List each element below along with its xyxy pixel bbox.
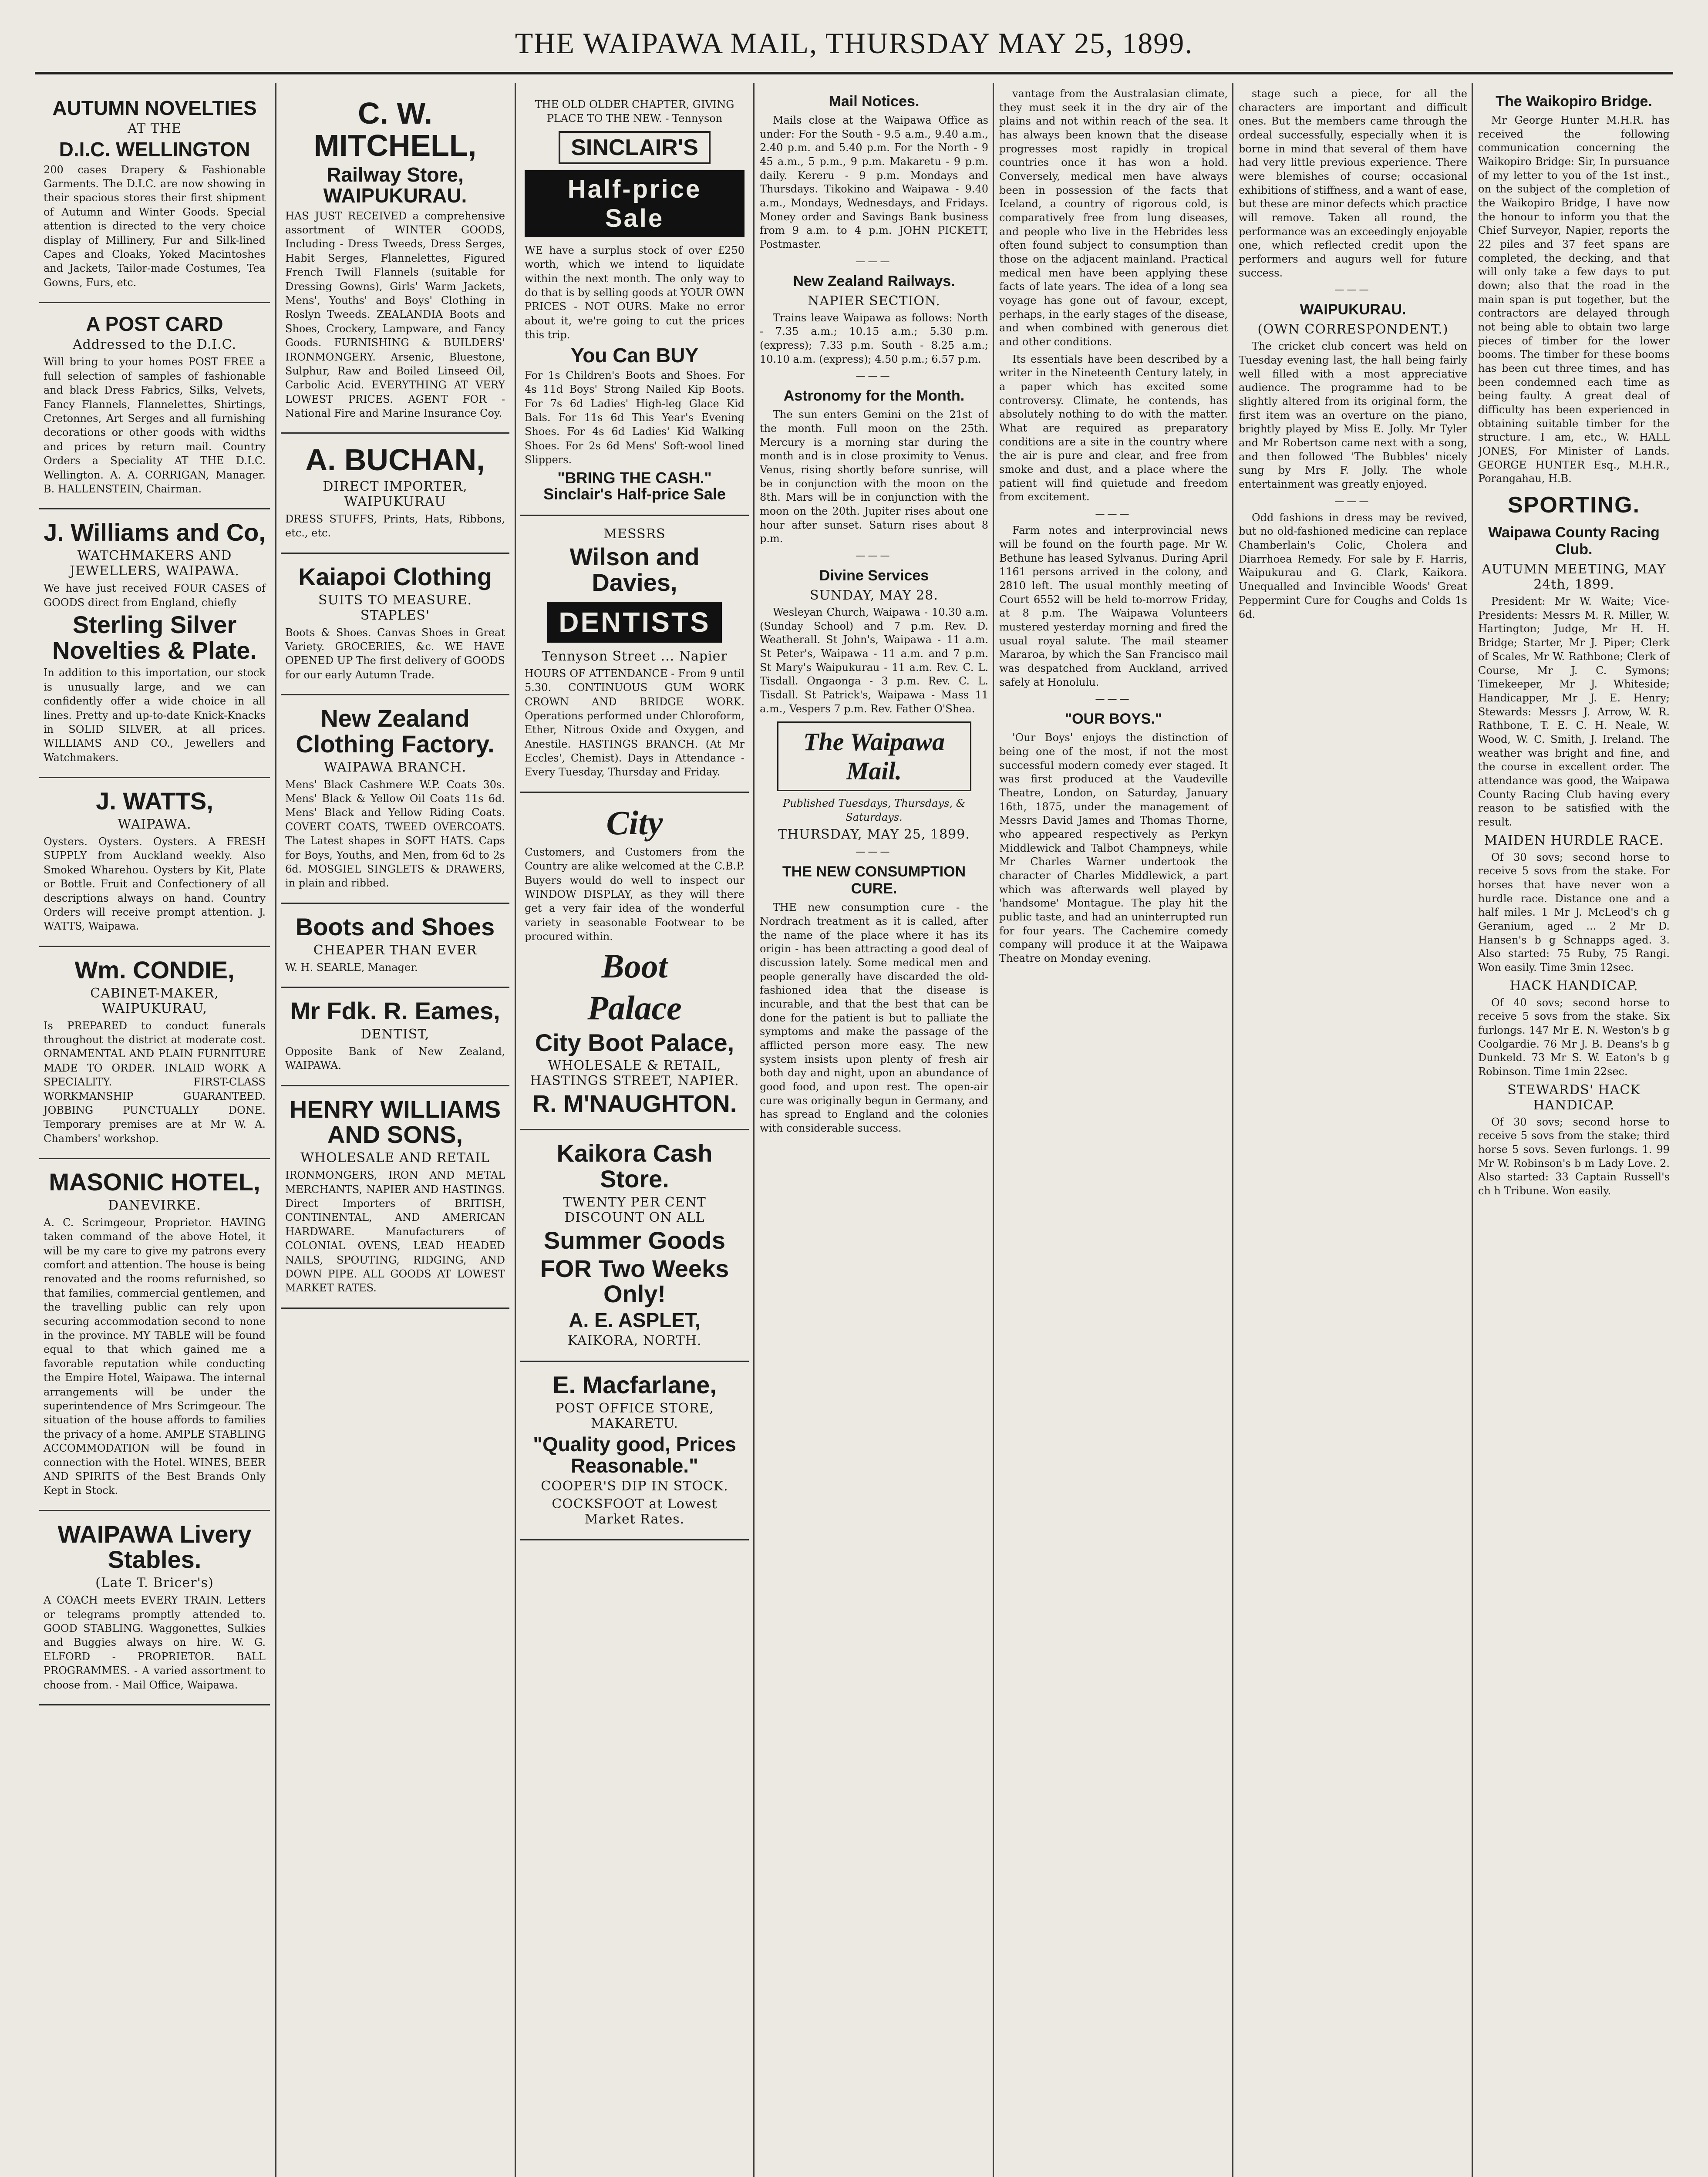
ad-heading: J. WATTS, (96, 787, 213, 815)
ad-body: Boots & Shoes. Canvas Shoes in Great Variety. GROCERIES, &c. WE HAVE OPENED UP The first delivery of GOODS for our early Autumn Trade. (285, 626, 505, 681)
ad-banner: Half-price Sale (525, 170, 745, 237)
article-paragraph: Mails close at the Waipawa Office as under: For the South - 9.5 a.m., 9.40 a.m., 2.40 p.m. and 5.40 p.m. For the North - 9 45 a.m., 5 p.m., 9 p.m. Makaretu - 9 p.m. daily. Kereru - 9 p.m. Mondays and Thursdays. Tikokino and Waipawa - 9.40 a.m., Mondays, Wednesdays, and Fridays. Money order and Savings Bank business from 9 a.m. to 4 p.m. JOHN PICKETT, Postmaster. (760, 114, 988, 251)
column-6 (1239, 87, 1467, 2177)
ad-display-word: Boot (601, 947, 668, 985)
article-paragraph: Odd fashions in dress may be revived, but no old-fashioned medicine can replace Chamberlain's Colic, Cholera and Diarrhoea Remedy. For sale by F. Harris, Waipukurau and G. Clark, Kaikora. Unequalled and Invincible Woods' Great Peppermint Cure for Coughs and Colds 1s 6d. (1239, 511, 1467, 620)
ad-body: Is PREPARED to conduct funerals throughout the district at moderate cost. ORNAMENTAL AND PLAIN FURNITURE MADE TO ORDER. INLAID WORK A SPECIALITY. FIRST-CLASS WORKMANSHIP GUARANTEED. JOBBING PUNCTUALLY DONE. Temporary premises are at Mr W. A. Chambers' workshop. (44, 1019, 266, 1145)
section-subheading: NAPIER SECTION. (808, 293, 940, 309)
article-paragraph: Its essentials have been described by a writer in the Nineteenth Century lately, in a paper which has excited some controversy. Climate, he contends, has absolutely nothing to do with the matter. What are required as preparatory conditions are a site in the country where the air is pure and clear, and free from smoke and dust, and a place where the patient will find quietude and freedom from excitement. (999, 353, 1228, 503)
column-divider (1232, 83, 1233, 2177)
ad-heading: D.I.C. WELLINGTON (59, 138, 250, 161)
section-subheading: Waipawa County Racing Club. (1488, 524, 1660, 558)
article-title: The Waikopiro Bridge. (1496, 93, 1652, 110)
ad-subheading: AT THE (128, 121, 182, 137)
ad-subheading: WHOLESALE & RETAIL, HASTINGS STREET, NAPIER. (530, 1058, 739, 1089)
ad-subheading: MESSRS (603, 526, 666, 542)
separator: ——— (856, 846, 893, 858)
ad-body: 200 cases Drapery & Fashionable Garments. The D.I.C. are now showing in their spacious stores their first shipment of Autumn and Winter Goods. Special attention is directed to the very choice display of Millinery, Fur and Silk-lined Capes and Cloaks, Yoked Macintoshes and Jackets, Tailor-made Costumes, Tea Gowns, Furs, etc. (44, 163, 266, 289)
ad-subheading: WATCHMAKERS AND JEWELLERS, WAIPAWA. (70, 548, 239, 579)
ad-body: For 1s Children's Boots and Shoes. For 4s 11d Boys' Strong Nailed Kip Boots. For 7s 6d Ladies' High-leg Glace Kid Bals. For 11s 6d This Year's Evening Shoes. For 4s 6d Ladies' Kid Walking Shoes. For 2s 6d Mens' Soft-wool lined Slippers. (525, 369, 745, 466)
section-heading: SPORTING. (1507, 492, 1641, 518)
column-3 (520, 87, 749, 2177)
ad-body: We have just received FOUR CASES of GOODS direct from England, chiefly (44, 582, 266, 609)
ad-subheading: WAIPAWA BRANCH. (323, 759, 467, 775)
advertisement-watts (39, 778, 270, 947)
advertisement-buchan (281, 434, 509, 553)
ad-subheading: Railway Store, WAIPUKURAU. (323, 163, 467, 207)
column-7 (1478, 87, 1670, 2177)
race-heading: HACK HANDICAP. (1509, 978, 1638, 994)
ad-heading: Boots and Shoes (295, 913, 495, 940)
ad-heading: A. BUCHAN, (305, 443, 485, 477)
article-paragraph: Wesleyan Church, Waipawa - 10.30 a.m. (Sunday School) and 7 p.m. Rev. D. Weatherall. St John's, Waipawa - 11 a.m. St Peter's, Waipawa - 11 a.m. and 7 p.m. St Mary's Waipukurau - 11 a.m. Rev. C. L. Tisdall. Ongaonga - 3 p.m. Rev. C. L. Tisdall. St Patrick's, Waipawa - Mass 11 a.m., Vespers 7 p.m. Rev. Father O'Shea. (760, 606, 988, 715)
ad-heading: Summer Goods (544, 1226, 725, 1254)
ad-heading: MASONIC HOTEL, (49, 1168, 260, 1196)
column-divider (515, 83, 516, 2177)
ad-heading: C. W. MITCHELL, (313, 96, 477, 162)
ad-heading: A POST CARD (86, 313, 223, 336)
separator: ——— (1334, 495, 1371, 507)
ad-heading: J. Williams and Co, (44, 519, 266, 546)
ad-body: A COACH meets EVERY TRAIN. Letters or telegrams promptly attended to. GOOD STABLING. Waggonettes, Sulkies and Buggies always on hire. W. G. ELFORD - PROPRIETOR. BALL PROGRAMMES. - A varied assortment to choose from. - Mail Office, Waipawa. (44, 1594, 266, 1691)
advertisement-kaikora (520, 1130, 749, 1362)
ad-banner: DENTISTS (547, 602, 721, 643)
article-paragraph: Farm notes and interprovincial news will be found on the fourth page. Mr W. Bethune has leased Sylvanus. During April 1161 persons arrived in the colony, and 2810 left. The usual monthly meeting of Court 6552 will be held to-morrow Friday, at 8 p.m. The Waipawa Volunteers mustered yesterday morning and fired the usual royal salute. The mail steamer Mararoa, by which the San Francisco mail was despatched from Auckland, arrived safely at Honolulu. (999, 524, 1228, 688)
ad-display-word: City (606, 803, 663, 842)
ad-subheading: DENTIST, (360, 1026, 430, 1042)
separator: ——— (856, 256, 893, 267)
advertisement-henry-williams (281, 1086, 509, 1309)
column-divider (1472, 83, 1473, 2177)
column-2 (281, 87, 509, 2177)
advertisement-city-boot-palace (520, 793, 749, 1130)
ad-heading: Wm. CONDIE, (74, 956, 235, 984)
ad-body: Customers, and Customers from the Country are alike welcomed at the C.B.P. Buyers would do well to inspect our WINDOW DISPLAY, as they will there get a very fair idea of the wonderful variety in seasonable Footwear to be procured within. (525, 846, 745, 943)
column-divider (993, 83, 994, 2177)
advertisement-post-card (39, 303, 270, 509)
column-5 (999, 87, 1228, 2177)
separator: ——— (1334, 284, 1371, 296)
ad-heading: New Zealand Clothing Factory. (296, 704, 495, 758)
article-paragraph: President: Mr W. Waite; Vice-Presidents: Messrs M. R. Miller, W. Hartington; Judge, Mr H. H. Bridge; Starter, Mr J. Piper; Clerk of Scales, Mr W. Rathbone; Clerk of Course, Mr J. C. Symons; Timekeeper, Mr J. Whiteside; Handicapper, Mr J. E. Henry; Stewards: Messrs J. Arrow, W. R. Rathbone, T. E. C. H. Neale, W. Wood, W. C. Smith, J. Ireland. The weather was bright and fine, and the course in excellent order. The attendance was good, the Waipawa County Racing Club having every reason to be satisfied with the result. (1478, 595, 1670, 828)
advertisement-searle (281, 904, 509, 988)
ad-heading: SINCLAIR'S (559, 131, 711, 164)
ad-heading: AUTUMN NOVELTIES (52, 97, 257, 119)
ad-body: Opposite Bank of New Zealand, WAIPAWA. (285, 1045, 505, 1072)
advertisement-wilson-davies (520, 516, 749, 793)
race-heading: STEWARDS' HACK HANDICAP. (1507, 1082, 1641, 1113)
ad-display-word: Palace (587, 988, 682, 1027)
ad-quote: THE OLD OLDER CHAPTER, GIVING PLACE TO THE NEW. - Tennyson (535, 98, 734, 125)
ad-subheading: POST OFFICE STORE, MAKARETU. (555, 1401, 714, 1432)
ad-subheading: COCKSFOOT at Lowest Market Rates. (552, 1496, 718, 1527)
ad-heading: A. E. ASPLET, (569, 1309, 701, 1332)
ad-body: Mens' Black Cashmere W.P. Coats 30s. Mens' Black & Yellow Oil Coats 11s 6d. Mens' Black and Yellow Riding Coats. COVERT COATS, TWEED OVERCOATS. The Latest shapes in SOFT HATS. Caps for Boys, Youths, and Men, from 6d to 2s 6d. MOSGIEL SINGLETS & DRAWERS, in plain and ribbed. (285, 778, 505, 890)
logo-subtitle: Published Tuesdays, Thursdays, & Saturdays. (783, 797, 965, 823)
separator: ——— (856, 371, 893, 382)
column-divider (275, 83, 276, 2177)
advertisement-eames (281, 988, 509, 1086)
ad-heading: HENRY WILLIAMS AND SONS, (289, 1095, 501, 1149)
section-subheading: SUNDAY, MAY 28. (810, 588, 938, 603)
advertisement-williams (39, 509, 270, 778)
masthead: THE WAIPAWA MAIL, THURSDAY MAY 25, 1899. (515, 27, 1193, 60)
ad-heading: Kaiapoi Clothing (298, 563, 492, 590)
ad-tagline: "BRING THE CASH." Sinclair's Half-price Sale (543, 468, 726, 503)
ad-subheading: Tennyson Street ... Napier (542, 648, 728, 664)
ad-heading: FOR Two Weeks Only! (540, 1254, 729, 1308)
article-paragraph: Of 30 sovs; second horse to receive 5 sovs from the stake. For horses that have never won a hurdle race. Distance one and a half miles. 1 Mr J. McLeod's ch g Geranium, aged ... 2 Mr D. Hansen's b g Schnapps aged. 3. Also started: 75 Ruby, 75 Rangi. Won easily. Time 3min 12sec. (1478, 851, 1670, 974)
column-4 (760, 87, 988, 2177)
section-heading: Mail Notices. (829, 93, 920, 110)
ad-body: Oysters. Oysters. Oysters. A FRESH SUPPLY from Auckland weekly. Also Smoked Wharehou. Oysters by Kit, Plate or Bottle. Fruit and Confectionery of all descriptions always on hand. Country Orders will receive prompt attention. J. WATTS, Waipawa. (44, 836, 266, 933)
ad-body: W. H. SEARLE, Manager. (285, 961, 418, 974)
ad-subheading: WHOLESALE AND RETAIL (300, 1150, 490, 1166)
advertisement-kaiapoi (281, 554, 509, 695)
article-paragraph: 'Our Boys' enjoys the distinction of being one of the most, if not the most successful modern comedy ever staged. It was first produced at the Vaudeville Theatre, London, on Saturday, January 16th, 1875, under the management of Messrs David James and Thomas Thorne, who appeared respectively as Perkyn Middlewick and Talbot Champneys, while Mr Charles Warner undertook the character of Charles Middlewick, a part which was afterwards well played by 'handsome' Montague. The play hit the public taste, and had an uninterrupted run for four years. The Cachemire comedy company will produce it at the Waipawa Theatre on Monday evening. (999, 731, 1228, 964)
ad-body: A. C. Scrimgeour, Proprietor. HAVING taken command of the above Hotel, it will be my care to give my patrons every comfort and attention. The house is being renovated and the rooms refurnished, so that families, commercial gentlemen, and the travelling public can rely upon securing accommodation second to none in the province. MY TABLE will be found equal to that which gained me a favorable reputation while conducting the Empire Hotel, Waipawa. The internal arrangements will be under the superintendence of Mrs Scrimgeour. The situation of the house affords to families the privacy of a home. AMPLE STABLING ACCOMMODATION will be found in connection with the Hotel. WINES, BEER AND SPIRITS of the Best Brands Only Kept in Stock. (44, 1216, 266, 1497)
article-title: THE NEW CONSUMPTION CURE. (782, 863, 966, 897)
ad-subheading: TWENTY PER CENT DISCOUNT ON ALL (563, 1194, 706, 1225)
ad-subheading: DANEVIRKE. (108, 1197, 201, 1213)
ad-subheading: WAIPAWA. (118, 817, 192, 832)
ad-subheading: CHEAPER THAN EVER (313, 942, 477, 958)
ad-body: DRESS STUFFS, Prints, Hats, Ribbons, etc., etc. (285, 512, 505, 539)
ad-body: HAS JUST RECEIVED a comprehensive assortment of WINTER GOODS, Including - Dress Tweeds, Dress Serges, Habit Serges, Flannelettes, Figured French Twill Flannels (suitable for Dressing Gowns), Girls' Warm Jackets, Mens', Youths' and Boys' Clothing in Roslyn Tweeds. ZEALANDIA Boots and Shoes, Crockery, Lampware, and Fancy Goods. FURNISHING & BUILDERS' IRONMONGERY. Arsenic, Bluestone, Sulphur, Raw and Boiled Linseed Oil, Carbolic Acid. EVERYTHING AT VERY LOWEST PRICES. AGENT FOR - National Fire and Marine Insurance Coy. (285, 209, 505, 420)
article-paragraph: Mr George Hunter M.H.R. has received the following communication concerning the Waikopiro Bridge: Sir, In pursuance of my letter to you of the 1st inst., on the subject of the completion of the Waikopiro Bridge, I have now the honour to inform you that the Chief Surveyor, Napier, reports the 22 piles and 37 feet spans are completed, the decking, and that will only take a few days to put down; also that the road in the main span is put together, but the contractors are delayed through not being able to obtain two large pieces of timber for the lower booms. The timber for these booms has been cut three times, and has been condemned each time as being faulty. A great deal of difficulty has been experienced in obtaining suitable timber for the structure. I am, etc., W. HALL JONES, For Minister of Lands. GEORGE HUNTER Esq., M.H.R., Porangahau, H.B. (1478, 114, 1670, 485)
article-paragraph: The cricket club concert was held on Tuesday evening last, the hall being fairly well filled with a most appreciative audience. The programme had to be slightly altered from its original form, the first item was an overture on the piano, brightly played by Miss E. Jolly. Mr Tyler and Mr Robertson came next with a song, and then followed 'The Bubbles' nicely sung by Mrs F. Jolly. The whole entertainment was greatly enjoyed. (1239, 340, 1467, 491)
advertisement-masonic-hotel (39, 1159, 270, 1511)
issue-date: THURSDAY, MAY 25, 1899. (778, 827, 970, 842)
separator: ——— (856, 550, 893, 562)
column-divider (753, 83, 755, 2177)
ad-tagline: "Quality good, Prices Reasonable." (533, 1433, 736, 1477)
section-heading: New Zealand Railways. (793, 273, 955, 290)
event-date: AUTUMN MEETING, MAY 24th, 1899. (1482, 562, 1666, 593)
article-title: "OUR BOYS." (1065, 711, 1162, 728)
ad-heading: Kaikora Cash Store. (556, 1139, 713, 1193)
ad-subheading: KAIKORA, NORTH. (567, 1333, 702, 1349)
ad-body: IRONMONGERS, IRON AND METAL MERCHANTS, NAPIER AND HASTINGS. Direct Importers of BRITISH, CONTINENTAL, AND AMERICAN HARDWARE. Manufacturers of COLONIAL OVENS, LEAD HEADED NAILS, SPOUTING, RIDGING, AND DOWN PIPE. ALL GOODS AT LOWEST MARKET RATES. (285, 1169, 505, 1294)
advertisement-macfarlane (520, 1362, 749, 1540)
ad-subheading: SUITS TO MEASURE. STAPLES' (318, 592, 472, 623)
ad-body: WE have a surplus stock of over £250 worth, which we intend to liquidate within the next month. The only way to do that is by selling goods at YOUR OWN PRICES - NOT OURS. Make no error about it, we're going to cut the prices this trip. (525, 244, 745, 341)
ad-heading: R. M'NAUGHTON. (532, 1090, 737, 1118)
article-paragraph: THE new consumption cure - the Nordrach treatment as it is called, after the name of the place where it has its origin - has been attracting a good deal of discussion lately. Some medical men and people generally have discarded the old-fashioned idea that the disease is incurable, and that the best that can be done for the patient is but to palliate the symptoms and make the passage of the afflicted person more easy. The new system insists upon plenty of fresh air both day and night, upon an abundance of good food, and upon rest. The open-air cure was originally begun in Germany, and has spread to England and the colonies with considerable success. (760, 901, 988, 1135)
separator: ——— (1095, 694, 1132, 705)
ad-heading: Sterling Silver Novelties & Plate. (52, 610, 257, 664)
ad-heading: Wilson and Davies, (569, 543, 700, 596)
ad-body: Will bring to your homes POST FREE a full selection of samples of fashionable and black Dress Fabrics, Silks, Velvets, Fancy Flannels, Flannelettes, Shirtings, Cretonnes, Art Serges and all furnishing decorations or other goods with widths and prices by return mail. Country Orders a Speciality AT THE D.I.C. Wellington. A. A. CORRIGAN, Manager. B. HALLENSTEIN, Chairman. (44, 356, 266, 495)
newspaper-logo: The Waipawa Mail. (777, 721, 971, 791)
section-subheading: (OWN CORRESPONDENT.) (1257, 322, 1449, 337)
advertisement-condie (39, 947, 270, 1159)
ad-heading: Mr Fdk. R. Eames, (290, 997, 500, 1024)
advertisement-livery-stables (39, 1511, 270, 1705)
section-heading: Divine Services (819, 567, 929, 584)
article-paragraph: stage such a piece, for all the characters are important and difficult ones. But the members came through the ordeal successfully, especially when it is borne in mind that several of them have had very little previous experience. There were blemishes of course; occasional exhibitions of stiffness, and a want of ease, but these are minor defects which practice will remove. Taken all round, the performance was an exceedingly enjoyable one, which reflected credit upon the performers and augurs well for future success. (1239, 88, 1467, 279)
ad-body: HOURS OF ATTENDANCE - From 9 until 5.30. CONTINUOUS GUM WORK CROWN AND BRIDGE WORK. Operations performed under Chloroform, Ether, Nitrous Oxide and Oxygen, and Anestile. HASTINGS BRANCH. (At Mr Eccles', Chemist). Days in Attendance - Every Tuesday, Thursday and Friday. (525, 667, 745, 778)
column-1 (39, 87, 270, 2177)
ad-subheading: Addressed to the D.I.C. (72, 337, 237, 353)
ad-heading: E. Macfarlane, (552, 1371, 717, 1399)
advertisement-nz-clothing (281, 695, 509, 904)
ad-body: In addition to this importation, our stock is unusually large, and we can confidently offer a wide choice in all lines. Pretty and up-to-date Knick-Knacks in SOLID SILVER, at all prices. WILLIAMS AND CO., Jewellers and Watchmakers. (44, 667, 266, 764)
article-paragraph: Of 40 sovs; second horse to receive 5 sovs from the stake. Six furlongs. 147 Mr E. N. Weston's b g Coolgardie. 76 Mr J. B. Deans's b g Dunkeld. 73 Mr S. W. Eaton's b g Robinson. Time 1min 22sec. (1478, 996, 1670, 1078)
ad-subheading: COOPER'S DIP IN STOCK. (541, 1478, 728, 1494)
section-heading: WAIPUKURAU. (1300, 301, 1406, 318)
article-paragraph: vantage from the Australasian climate, they must seek it in the dry air of the plains and not within reach of the sea. It has always been known that the disease progresses most rapidly in tropical countries once it has won a hold. Conversely, medical men have always been in possession of the facts that Iceland, a country of rigorous cold, is comparatively free from lung diseases, and people who live in the Hebrides less often found subject to consumption than those on the adjacent mainland. Practical medical men have been applying these facts of late years. The idea of a long sea voyage has gone out of favour, except, perhaps, in the early stages of the disease, and when combined with generous diet and other conditions. (999, 88, 1228, 348)
ad-subheading: DIRECT IMPORTER, WAIPUKURAU (323, 479, 468, 509)
advertisement-mitchell (281, 87, 509, 434)
race-heading: MAIDEN HURDLE RACE. (1484, 832, 1664, 848)
article-paragraph: Of 30 sovs; second horse to receive 5 sovs from the stake; third horse 5 sovs. Seven furlongs. 1. 99 Mr W. Robinson's b m Lady Love. 2. Also started: 33 Captain Russell's ch h Tribune. Won easily. (1478, 1115, 1670, 1197)
advertisement-dic (39, 87, 270, 303)
article-paragraph: The sun enters Gemini on the 21st of the month. Full moon on the 25th. Mercury is a morning star during the month and is in close proximity to Venus. Venus, rising shortly before sunrise, will be in conjunction with the moon on the 8th. Mars will be in conjunction with the moon on the 20th. Jupiter rises about one hour after sunset. Saturn rises about 8 p.m. (760, 408, 988, 545)
section-heading: Astronomy for the Month. (783, 388, 965, 404)
advertisement-sinclair (520, 87, 749, 516)
article-paragraph: Trains leave Waipawa as follows: North - 7.35 a.m.; 10.15 a.m.; 5.30 p.m. (express); 7.33 p.m. South - 8.25 a.m.; 10.10 a.m. (express); 4.50 p.m.; 6.57 p.m. (760, 311, 988, 365)
ad-subheading: CABINET-MAKER, WAIPUKURAU, (90, 985, 219, 1016)
ad-subheading: You Can BUY (570, 344, 699, 367)
ad-heading: WAIPAWA Livery Stables. (57, 1520, 252, 1574)
separator: ——— (1095, 509, 1132, 520)
ad-heading: City Boot Palace, (535, 1028, 734, 1056)
ad-subheading: (Late T. Bricer's) (95, 1575, 214, 1591)
masthead-rule (35, 72, 1673, 74)
